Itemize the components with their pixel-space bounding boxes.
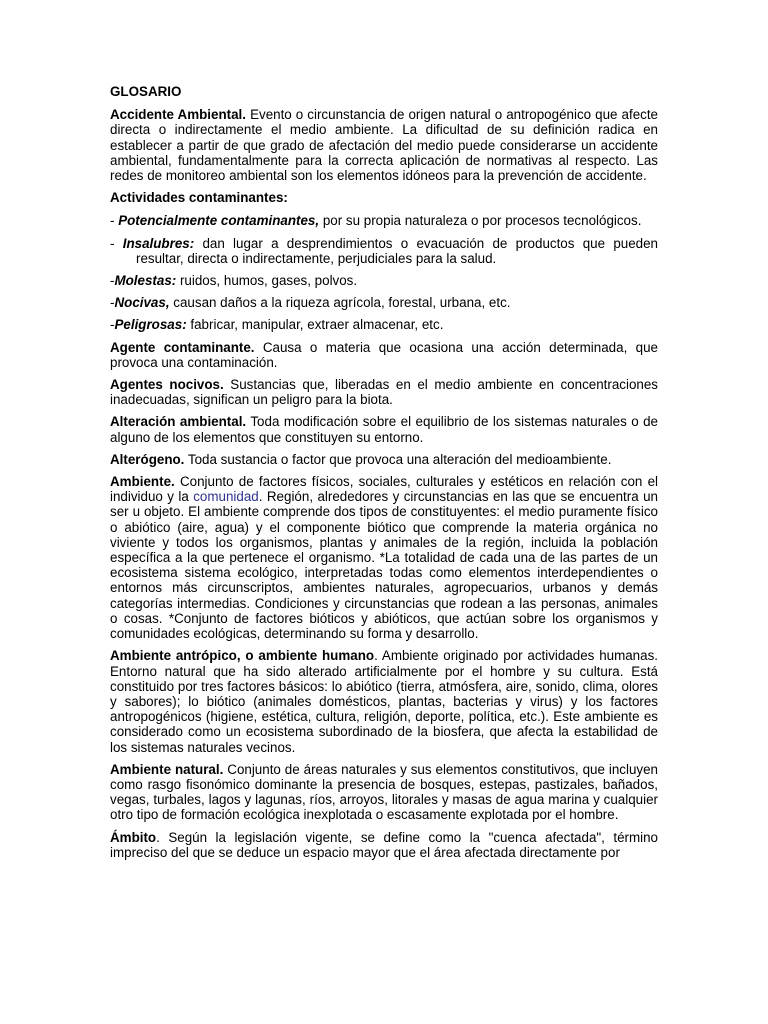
entry-term: Ambiente. xyxy=(110,474,175,490)
entry-ambiente-natural xyxy=(110,762,658,823)
comunidad-link[interactable]: comunidad xyxy=(193,489,259,505)
list-term: Peligrosas: xyxy=(114,317,187,333)
list-item xyxy=(110,317,658,332)
list-text: dan lugar a desprendimientos o evacuación de productos que pueden resultar, directa o indirectamente, perjudiciales para la salud. xyxy=(136,235,658,266)
entry-term: Ámbito xyxy=(110,829,157,845)
list-dash: - xyxy=(110,273,115,289)
document-page xyxy=(110,84,658,867)
list-text: fabricar, manipular, extraer almacenar, etc. xyxy=(186,317,444,333)
list-text: por su propia naturaleza o por procesos tecnológicos. xyxy=(319,213,642,229)
entry-definition: Conjunto de áreas naturales y sus elementos constitutivos, que incluyen como rasgo fisonómico dominante la presencia de bosques, estepas, pastizales, bañados, vegas, turbales, lagos y lagunas, ríos, arroyos, litorales y masas de agua marina y cualquier otro tipo de formación ecológica inexplotada o escasamente explotada por el hombre. xyxy=(110,761,658,823)
entry-term: Agente contaminante. xyxy=(110,339,255,355)
list-term: Nocivas, xyxy=(114,295,170,311)
entry-definition: Toda sustancia o factor que provoca una alteración del medioambiente. xyxy=(184,451,612,467)
entry-ambiente-antropico xyxy=(110,648,658,754)
section-heading-actividades: Actividades contaminantes: xyxy=(110,190,288,206)
list-item xyxy=(110,295,658,310)
entry-accidente-ambiental xyxy=(110,107,658,183)
entry-agente-contaminante xyxy=(110,340,658,370)
entry-agentes-nocivos xyxy=(110,377,658,407)
entry-definition: Conjunto de factores físicos, sociales, culturales y estéticos en relación con el individuo y la xyxy=(110,474,658,505)
entry-definition: Evento o circunstancia de origen natural o antropogénico que afecte directa o indirectamente el medio ambiente. La dificultad de su definición radica en establecer a partir de que grado de afectación del medio puede considerarse un accidente ambiental, fundamentalmente para la correcta aplicación de normativas al respecto. Las redes de monitoreo ambiental son los elementos idóneos para la prevención de accidente. xyxy=(110,107,659,184)
entry-term: Ambiente antrópico, o ambiente humano xyxy=(110,648,375,664)
list-dash: - xyxy=(110,213,119,229)
entry-definition: . Ambiente originado por actividades humanas. Entorno natural que ha sido alterado artificialmente por el hombre y su cultura. Está constituido por tres factores básicos: lo abiótico (tierra, atmósfera, aire, sonido, clima, olores y sabores); lo biótico (animales domésticos, plantas, bacterias y virus) y los factores antropogénicos (higiene, estética, cultura, religión, deporte, política, etc.). Este ambiente es considerado como un ecosistema subordinado de la biosfera, que afecta la estabilidad de los sistemas naturales vecinos. xyxy=(110,648,658,755)
page-title: GLOSARIO xyxy=(110,84,182,99)
entry-term: Alterógeno. xyxy=(110,451,185,467)
list-term: Potencialmente contaminantes, xyxy=(118,213,320,229)
list-item xyxy=(110,236,658,266)
list-text: ruidos, humos, gases, polvos. xyxy=(176,273,358,289)
entry-ambiente xyxy=(110,474,658,641)
list-item xyxy=(110,213,658,228)
entry-alteracion-ambiental xyxy=(110,414,658,444)
list-dash: - xyxy=(110,317,115,333)
entry-definition: Toda modificación sobre el equilibrio de los sistemas naturales o de alguno de los elementos que constituyen su entorno. xyxy=(110,414,658,445)
entry-term: Alteración ambiental. xyxy=(110,414,247,430)
entry-term: Ambiente natural. xyxy=(110,761,224,777)
entry-definition: Sustancias que, liberadas en el medio ambiente en concentraciones inadecuadas, significan un peligro para la biota. xyxy=(110,377,658,408)
entry-definition: . Según la legislación vigente, se define como la "cuenca afectada", término impreciso del que se deduce un espacio mayor que el área afectada directamente por xyxy=(110,829,658,860)
list-item xyxy=(110,273,658,288)
list-term: Molestas: xyxy=(114,273,177,289)
entry-alterogeno xyxy=(110,452,658,467)
list-dash: - xyxy=(110,235,123,251)
list-text: causan daños a la riqueza agrícola, forestal, urbana, etc. xyxy=(169,295,511,311)
entry-definition: Causa o materia que ocasiona una acción determinada, que provoca una contaminación. xyxy=(110,339,658,370)
entry-term: Accidente Ambiental. xyxy=(110,107,247,123)
list-term: Insalubres: xyxy=(122,235,195,251)
entry-ambito xyxy=(110,830,658,860)
entry-definition-cont: . Región, alrededores y circunstancias en las que se encuentra un ser u objeto. El ambiente comprende dos tipos de constituyentes: el medio puramente físico o abiótico (aire, agua) y el componente biótico que comprende la materia orgánica no viviente y todos los organismos, plantas y animales de la región, incluida la población específica a la que pertenece el organismo. *La totalidad de cada una de las partes de un ecosistema sistema ecológico, interpretadas todas como elementos interdependientes o entornos más circunscriptos, ambientes naturales, agropecuarios, urbanos y demás categorías intermedias. Condiciones y circunstancias que rodean a las personas, animales o cosas. *Conjunto de factores bióticos y abióticos, que actúan sobre los organismos y comunidades ecológicas, determinando su forma y desarrollo. xyxy=(110,489,658,642)
list-dash: - xyxy=(110,295,115,311)
entry-term: Agentes nocivos. xyxy=(110,377,224,393)
